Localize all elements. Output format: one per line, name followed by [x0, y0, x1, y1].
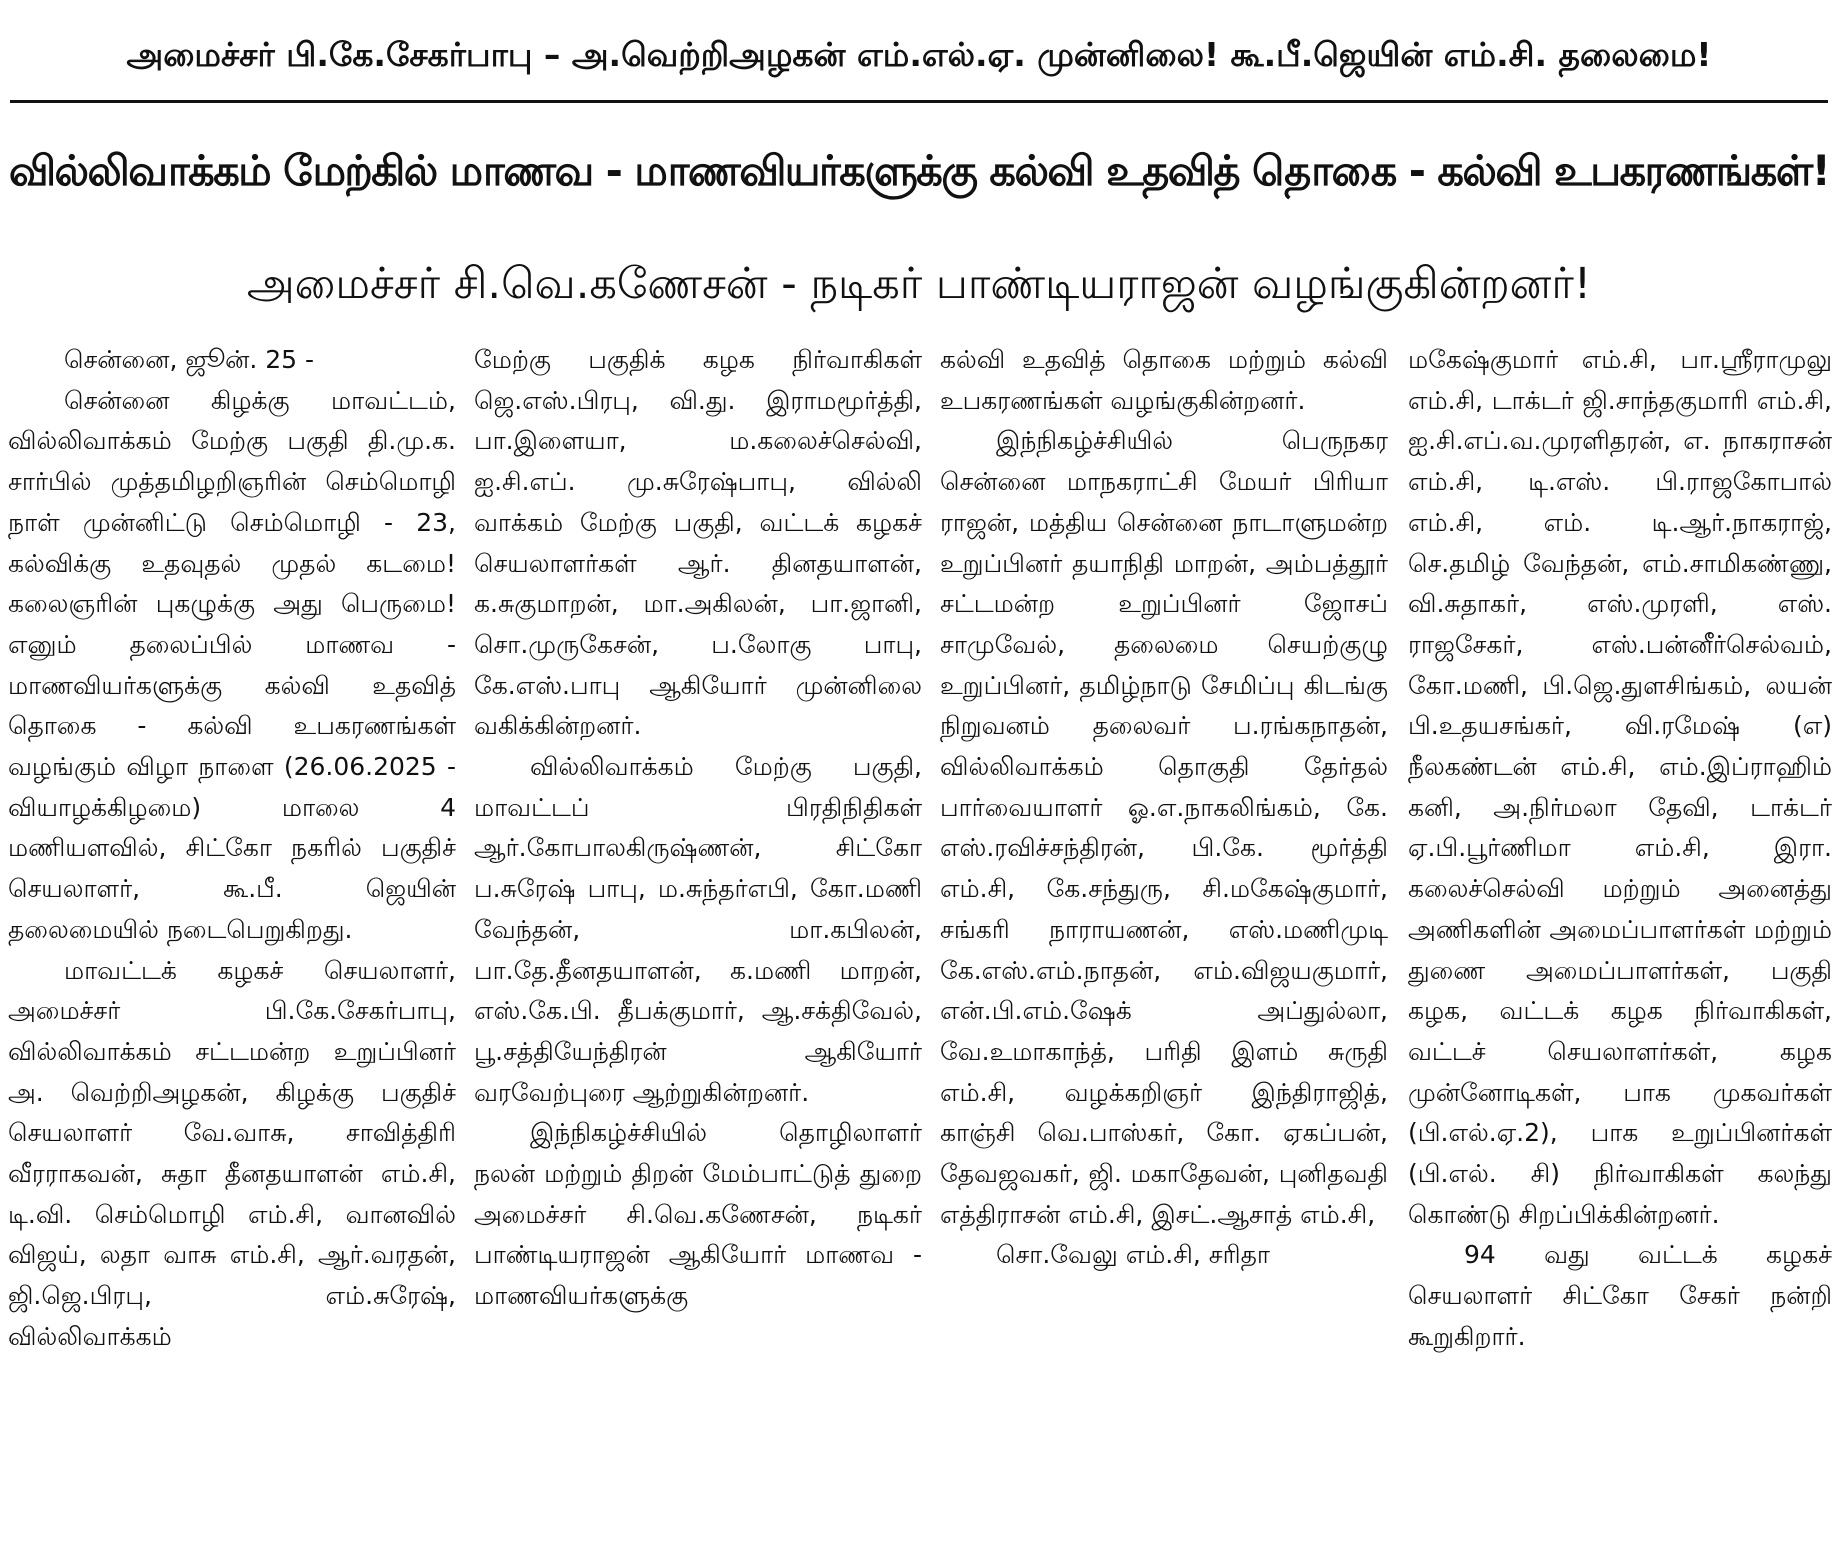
paragraph: சென்னை கிழக்கு மாவட்டம், வில்லிவாக்கம் மேற்கு பகுதி தி.மு.க. சார்பில் முத்தமிழறிஞரின் செம்மொழி நாள் முன்னிட்டு செம்மொழி - 23, கல்விக்கு உதவுதல் முதல் கடமை! கலைஞரின் புகழுக்கு அது பெருமை! எனும் தலைப்பில் மாணவ - மாணவியர்களுக்கு கல்வி உதவித் தொகை - கல்வி உபகரணங்கள் வழங்கும் விழா நாளை (26.06.2025 - வியாழக்கிழமை) மாலை 4 மணியளவில், சிட்கோ நகரில் பகுதிச் செயலாளர், கூ.பீ. ஜெயின் தலைமையில் நடைபெறுகிறது.: [8, 385, 456, 944]
column-2: [474, 340, 922, 1560]
column-3: [940, 340, 1388, 1560]
paragraph: இந்நிகழ்ச்சியில் பெருநகர சென்னை மாநகராட்சி மேயர் பிரியா ராஜன், மத்திய சென்னை நாடாளுமன்ற உறுப்பினர் தயாநிதி மாறன், அம்பத்தூர் சட்டமன்ற உறுப்பினர் ஜோசப் சாமுவேல், தலைமை செயற்குழு உறுப்பினர், தமிழ்நாடு சேமிப்பு கிடங்கு நிறுவனம் தலைவர் ப.ரங்கநாதன், வில்லிவாக்கம் தொகுதி தேர்தல் பார்வையாளர் ஓ.எ.நாகலிங்கம், கே. எஸ்.ரவிச்சந்திரன், பி.கே. மூர்த்தி எம்.சி, கே.சந்துரு, சி.மகேஷ்குமார், சங்கரி நாராயணன், எஸ்.மணிமுடி கே.எஸ்.எம்.நாதன், எம்.விஜயகுமார், என்.பி.எம்.ஷேக் அப்துல்லா, வே.உமாகாந்த், பரிதி இளம் சுருதி எம்.சி, வழக்கறிஞர் இந்திராஜித், காஞ்சி வெ.பாஸ்கர், கோ. ஏகப்பன், தேவஜவகர், ஜி. மகாதேவன், புனிதவதி எத்திராசன் எம்.சி, இசட்.ஆசாத் எம்.சி,: [940, 426, 1388, 1229]
paragraph: இந்நிகழ்ச்சியில் தொழிலாளர் நலன் மற்றும் திறன் மேம்பாட்டுத் துறை அமைச்சர் சி.வெ.கணேசன், நடிகர் பாண்டியராஜன் ஆகியோர் மாணவ - மாணவியர்களுக்கு: [474, 1118, 922, 1311]
paragraph: கல்வி உதவித் தொகை மற்றும் கல்வி உபகரணங்கள் வழங்குகின்றனர்.: [940, 345, 1388, 415]
paragraph: மகேஷ்குமார் எம்.சி, பா.ஸ்ரீராமுலு எம்.சி, டாக்டர் ஜி.சாந்தகுமாரி எம்.சி, ஐ.சி.எப்.வ.முரளிதரன், எ. நாகராசன் எம்.சி, டி.எஸ். பி.ராஜகோபால் எம்.சி, எம். டி.ஆர்.நாகராஜ், செ.தமிழ் வேந்தன், எம்.சாமிகண்ணு, வி.சுதாகர், எஸ்.முரளி, எஸ். ராஜசேகர், எஸ்.பன்னீர்செல்வம், கோ.மணி, பி.ஜெ.துளசிங்கம், லயன் பி.உதயசங்கர், வி.ரமேஷ் (எ) நீலகண்டன் எம்.சி, எம்.இப்ராஹிம் கனி, அ.நிர்மலா தேவி, டாக்டர் ஏ.பி.பூர்ணிமா எம்.சி, இரா. கலைச்செல்வி மற்றும் அனைத்து அணிகளின் அமைப்பாளர்கள் மற்றும் துணை அமைப்பாளர்கள், பகுதி கழக, வட்டக் கழக நிர்வாகிகள், வட்டச் செயலாளர்கள், கழக முன்னோடிகள், பாக முகவர்கள் (பி.எல்.ஏ.2), பாக உறுப்பினர்கள் (பி.எல். சி) நிர்வாகிகள் கலந்து கொண்டு சிறப்பிக்கின்றனர்.: [1408, 345, 1832, 1229]
headline: வில்லிவாக்கம் மேற்கில் மாணவ - மாணவியர்களுக்கு கல்வி உதவித் தொகை - கல்வி உபகரணங்கள்!: [8, 146, 1830, 196]
column-4: [1408, 340, 1832, 1560]
subheadline: அமைச்சர் சி.வெ.கணேசன் - நடிகர் பாண்டியராஜன் வழங்குகின்றனர்!: [246, 258, 1592, 309]
paragraph: சொ.வேலு எம்.சி, சரிதா: [996, 1240, 1270, 1270]
paragraph: வில்லிவாக்கம் மேற்கு பகுதி, மாவட்டப் பிரதிநிதிகள் ஆர்.கோபாலகிருஷ்ணன், சிட்கோ ப.சுரேஷ் பாபு, ம.சுந்தர்எபி, கோ.மணி வேந்தன், மா.கபிலன், பா.தே.தீனதயாளன், க.மணி மாறன், எஸ்.கே.பி. தீபக்குமார், ஆ.சக்திவேல், பூ.சத்தியேந்திரன் ஆகியோர் வரவேற்புரை ஆற்றுகின்றனர்.: [474, 752, 922, 1107]
article-body: [8, 340, 1832, 1560]
column-1: [8, 340, 456, 1560]
kicker-line: அமைச்சர் பி.கே.சேகர்பாபு – அ.வெற்றிஅழகன் எம்.எல்.ஏ. முன்னிலை! கூ.பீ.ஜெயின் எம்.சி. தலைமை!: [126, 34, 1712, 74]
header-rule: [10, 100, 1828, 103]
paragraph: மேற்கு பகுதிக் கழக நிர்வாகிகள் ஜெ.எஸ்.பிரபு, வி.து. இராமமூர்த்தி, பா.இளையா, ம.கலைச்செல்வி, ஐ.சி.எப். மு.சுரேஷ்பாபு, வில்லி வாக்கம் மேற்கு பகுதி, வட்டக் கழகச் செயலாளர்கள் ஆர். தினதயாளன், க.சுகுமாறன், மா.அகிலன், பா.ஜானி, சொ.முருகேசன், ப.லோகு பாபு, கே.எஸ்.பாபு ஆகியோர் முன்னிலை வகிக்கின்றனர்.: [474, 345, 922, 741]
closing-paragraph: 94 வது வட்டக் கழகச் செயலாளர் சிட்கோ சேகர் நன்றி கூறுகிறார்.: [1408, 1240, 1832, 1351]
dateline: சென்னை, ஜூன். 25 -: [64, 345, 315, 374]
paragraph: மாவட்டக் கழகச் செயலாளர், அமைச்சர் பி.கே.சேகர்பாபு, வில்லிவாக்கம் சட்டமன்ற உறுப்பினர் அ. வெற்றிஅழகன், கிழக்கு பகுதிச் செயலாளர் வே.வாசு, சாவித்திரி வீரராகவன், சுதா தீனதயாளன் எம்.சி, டி.வி. செம்மொழி எம்.சி, வானவில் விஜய், லதா வாசு எம்.சி, ஆர்.வரதன், ஜி.ஜெ.பிரபு, எம்.சுரேஷ், வில்லிவாக்கம்: [8, 955, 456, 1351]
